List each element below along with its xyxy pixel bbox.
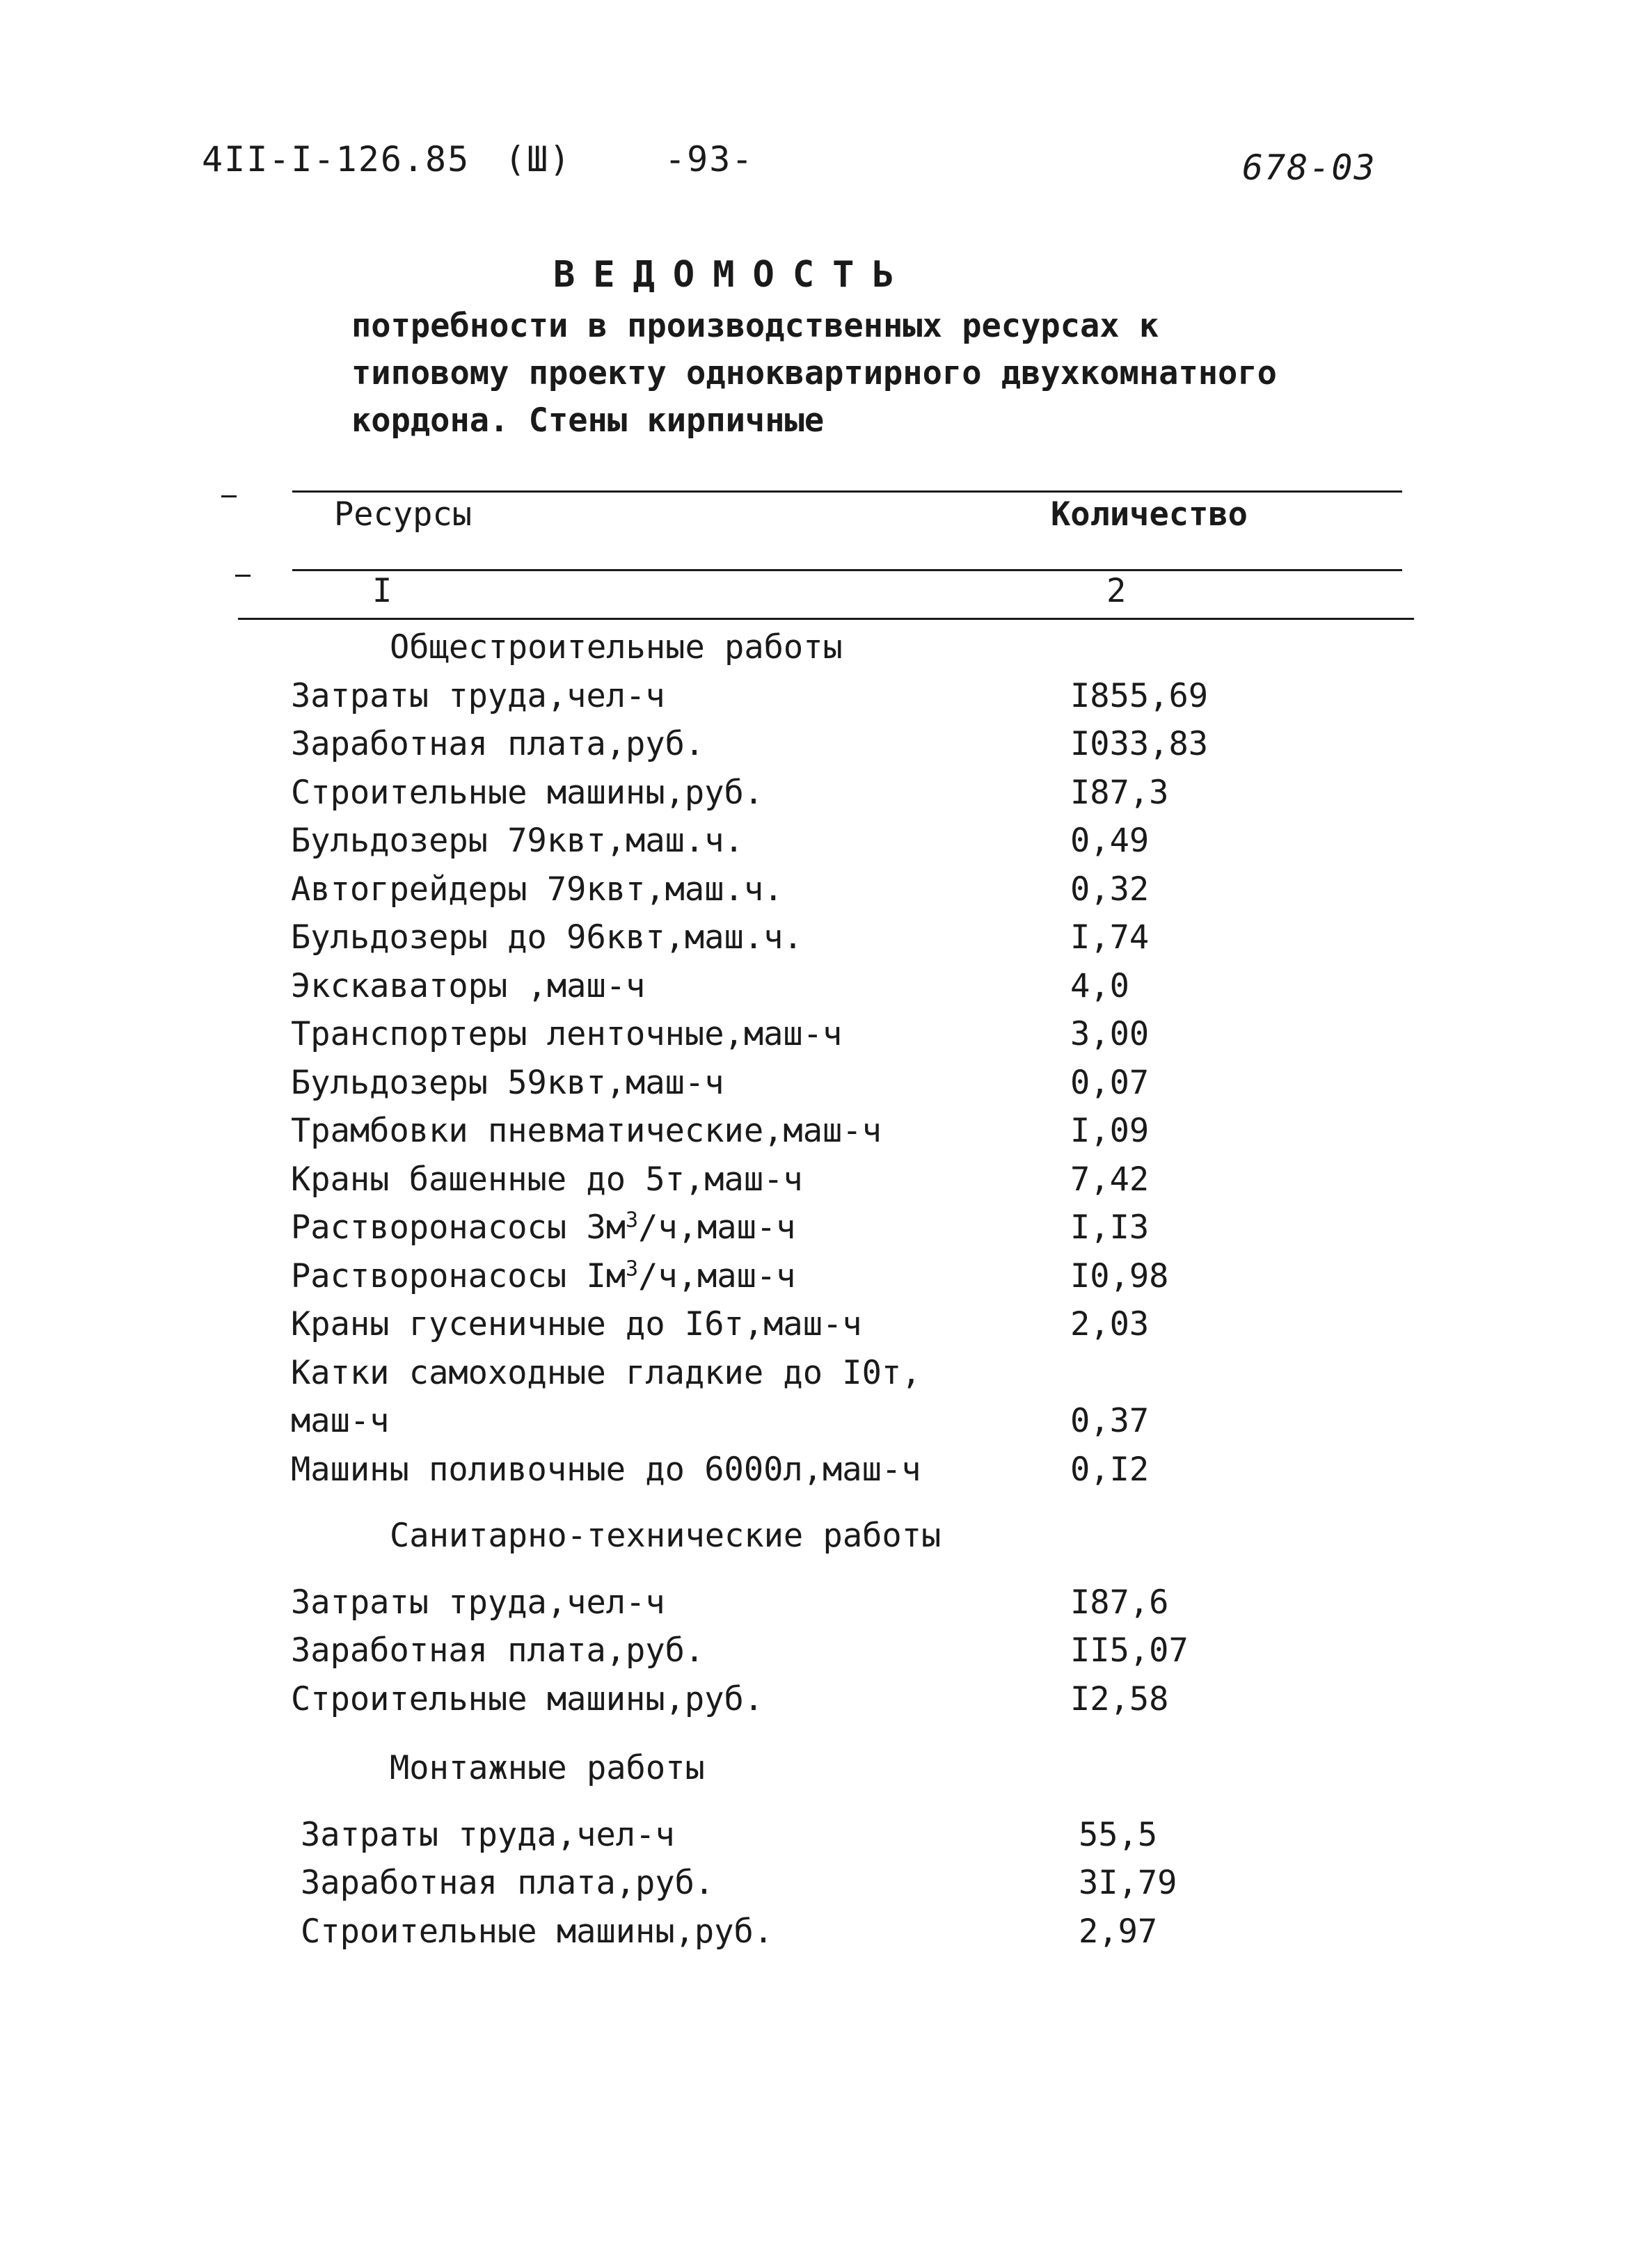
subtitle-line-1: потребности в производственных ресурсах к (351, 307, 1159, 345)
row-label-suffix: /ч,маш-ч (638, 1208, 796, 1247)
table-row (0, 913, 1636, 961)
row-label-text: Растворонасосы 3м (291, 1208, 626, 1247)
table-row (0, 1252, 1636, 1300)
row-label (291, 1257, 795, 1295)
table-row (0, 719, 1636, 768)
row-value: 0,I2 (1070, 1450, 1150, 1489)
row-label: Бульдозеры 79квт,маш.ч. (291, 822, 744, 860)
header-rule-middle (292, 569, 1402, 571)
row-label: Бульдозеры до 96квт,маш.ч. (291, 918, 803, 957)
section-title: Общестроительные работы (390, 628, 843, 666)
row-label: Трамбовки пневматические,маш-ч (291, 1112, 882, 1150)
row-label: Бульдозеры 59квт,маш-ч (291, 1063, 724, 1102)
section-heading (0, 1511, 1636, 1560)
row-value: I,09 (1070, 1112, 1150, 1150)
table-row (0, 1300, 1636, 1348)
row-value: I2,58 (1070, 1679, 1169, 1718)
table-row (0, 816, 1636, 865)
column-number-1: I (372, 572, 392, 610)
row-value: 55,5 (1079, 1815, 1158, 1854)
row-value: 0,37 (1070, 1402, 1150, 1440)
row-value: 2,03 (1070, 1305, 1150, 1343)
row-label: Затраты труда,чел-ч (301, 1815, 675, 1854)
table-row (0, 768, 1636, 817)
subtitle-line-2: типовому проекту одноквартирного двухкомнатного (351, 354, 1277, 392)
row-value: 2,97 (1079, 1912, 1158, 1951)
row-value: 0,32 (1070, 870, 1150, 909)
row-value: I033,83 (1070, 725, 1209, 763)
row-label: Заработная плата,руб. (291, 1631, 705, 1670)
header-rule-top (292, 490, 1402, 493)
row-value: I0,98 (1070, 1256, 1169, 1295)
table-row (0, 1810, 1636, 1859)
row-label: Краны гусеничные до I6т,маш-ч (291, 1305, 862, 1343)
section-title: Санитарно-технические работы (390, 1517, 942, 1555)
row-label: Заработная плата,руб. (301, 1864, 715, 1902)
table-row (0, 961, 1636, 1010)
document-subtitle (351, 303, 1451, 445)
row-value: 4,0 (1070, 966, 1129, 1005)
resource-table (0, 623, 1636, 1955)
table-row (0, 1348, 1636, 1397)
row-label: Затраты труда,чел-ч (291, 676, 665, 715)
table-row (0, 1445, 1636, 1494)
header-rule-bottom (238, 618, 1414, 620)
table-row (0, 671, 1636, 720)
document-code: 4II-I-126.85 (202, 139, 470, 179)
row-value: II5,07 (1070, 1631, 1189, 1670)
row-label: Строительные машины,руб. (301, 1912, 774, 1951)
header-rule-middle-mark (235, 575, 251, 577)
row-label: Краны башенные до 5т,маш-ч (291, 1160, 803, 1199)
table-row (0, 1009, 1636, 1058)
row-value: 0,07 (1070, 1063, 1150, 1102)
row-label: Затраты труда,чел-ч (291, 1583, 665, 1622)
row-value: 3,00 (1070, 1015, 1150, 1053)
row-label-superscript: 3 (626, 1208, 639, 1233)
row-value: 0,49 (1070, 822, 1150, 860)
section-heading (0, 623, 1636, 671)
row-label-text: Растворонасосы Iм (291, 1256, 626, 1295)
row-value: I87,6 (1070, 1583, 1169, 1622)
section-title: Монтажные работы (390, 1749, 705, 1787)
row-value: I87,3 (1070, 773, 1169, 812)
table-row (0, 865, 1636, 913)
header-rule-mark (221, 495, 237, 497)
table-row (0, 1578, 1636, 1627)
table-row (0, 1203, 1636, 1252)
row-label-suffix: /ч,маш-ч (638, 1256, 796, 1295)
row-label: маш-ч (291, 1402, 390, 1440)
table-row (0, 1106, 1636, 1155)
table-row (0, 1058, 1636, 1107)
row-label: Автогрейдеры 79квт,маш.ч. (291, 870, 784, 909)
row-label: Строительные машины,руб. (291, 773, 764, 812)
page-number: -93- (665, 139, 754, 179)
table-row (0, 1858, 1636, 1907)
row-label: Транспортеры ленточные,маш-ч (291, 1015, 843, 1053)
row-value: 3I,79 (1079, 1864, 1177, 1902)
column-header-resources: Ресурсы (334, 495, 472, 534)
table-row (0, 1626, 1636, 1675)
row-value: I855,69 (1070, 676, 1209, 715)
column-number-2: 2 (1106, 572, 1127, 610)
table-row (0, 1155, 1636, 1204)
table-row (0, 1907, 1636, 1956)
row-label: Экскаваторы ,маш-ч (291, 966, 646, 1005)
table-row (0, 1396, 1636, 1445)
section-heading (0, 1743, 1636, 1792)
document-title: ВЕДОМОСТЬ (553, 254, 912, 296)
volume-number: (Ш) (505, 139, 572, 179)
row-label: Машины поливочные до 6000л,маш-ч (291, 1450, 921, 1489)
row-label (291, 1208, 795, 1247)
table-row (0, 1675, 1636, 1723)
row-value: I,74 (1070, 918, 1150, 957)
column-header-quantity: Количество (1051, 495, 1248, 534)
row-value: 7,42 (1070, 1160, 1150, 1199)
row-label-superscript: 3 (626, 1256, 639, 1281)
reference-number: 678-03 (1242, 147, 1376, 188)
row-label: Катки самоходные гладкие до I0т, (291, 1353, 921, 1392)
subtitle-line-3: кордона. Стены кирпичные (351, 401, 825, 440)
row-value: I,I3 (1070, 1208, 1150, 1247)
row-label: Заработная плата,руб. (291, 725, 705, 763)
row-label: Строительные машины,руб. (291, 1679, 764, 1718)
